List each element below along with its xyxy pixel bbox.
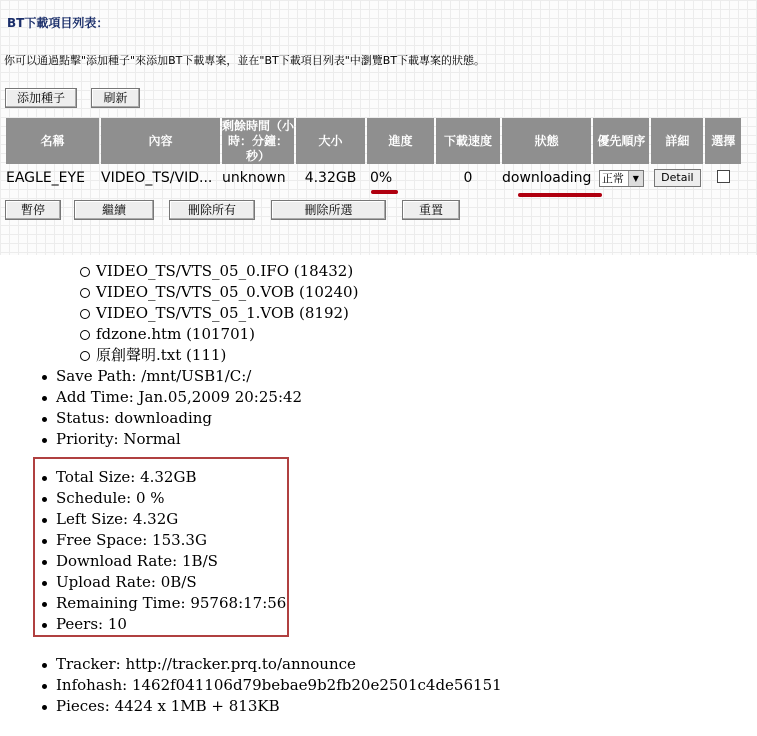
- col-name-header: 名稱: [6, 118, 99, 164]
- save-path: Save Path: /mnt/USB1/C:/: [56, 366, 302, 387]
- file-item: VIDEO_TS/VTS_05_1.VOB (8192): [96, 303, 358, 324]
- pieces: Pieces: 4424 x 1MB + 813KB: [56, 696, 502, 717]
- cell-remaining: unknown: [222, 170, 286, 186]
- col-content-header: 內容: [101, 118, 220, 164]
- col-remaining-header: 剩餘時間（小時：分鐘：秒）: [222, 118, 295, 163]
- file-item: fdzone.htm (101701): [96, 324, 358, 345]
- col-priority-header: 優先順序: [593, 118, 649, 164]
- detail-button[interactable]: Detail: [654, 169, 700, 187]
- file-item: VIDEO_TS/VTS_05_0.IFO (18432): [96, 261, 358, 282]
- col-size-header: 大小: [296, 118, 365, 164]
- upload-rate: Upload Rate: 0B/S: [56, 572, 286, 593]
- cell-name: EAGLE_EYE: [6, 170, 85, 186]
- left-size: Left Size: 4.32G: [56, 509, 286, 530]
- add-time: Add Time: Jan.05,2009 20:25:42: [56, 388, 303, 406]
- transfer-info-list: [56, 467, 286, 635]
- priority-info: Priority: Normal: [56, 429, 302, 450]
- cell-priority: [593, 166, 649, 190]
- col-status-header: 狀態: [502, 118, 591, 164]
- pause-button[interactable]: 暫停: [5, 200, 61, 220]
- delete-all-button[interactable]: 刪除所有: [169, 200, 255, 220]
- cell-detail: [651, 166, 703, 190]
- schedule: Schedule: 0 %: [56, 488, 286, 509]
- status-annotation-underline: [518, 193, 602, 197]
- download-rate: Download Rate: 1B/S: [56, 551, 286, 572]
- resume-button[interactable]: 繼續: [74, 200, 154, 220]
- torrent-info-list: [56, 366, 302, 450]
- cell-select: [705, 166, 741, 190]
- col-detail-header: 詳細: [651, 118, 703, 164]
- col-progress-header: 進度: [367, 118, 434, 164]
- infohash: Infohash: 1462f041106d79bebae9b2fb20e2501c4de56151: [56, 676, 502, 694]
- priority-value: 正常: [601, 171, 624, 185]
- select-checkbox[interactable]: [717, 170, 730, 183]
- tracker-info-list: [56, 654, 502, 717]
- chevron-down-icon: ▼: [628, 171, 643, 186]
- page-title: BT下載項目列表：: [7, 16, 109, 30]
- col-speed-header: 下載速度: [436, 118, 500, 164]
- priority-select[interactable]: [599, 170, 644, 187]
- add-torrent-button[interactable]: 添加種子: [5, 88, 77, 108]
- cell-status: downloading: [502, 170, 592, 186]
- file-item: 原創聲明.txt (111): [96, 345, 358, 366]
- file-item: VIDEO_TS/VTS_05_0.VOB (10240): [96, 283, 359, 301]
- status-info: Status: downloading: [56, 408, 302, 429]
- cell-speed: 0: [463, 170, 473, 186]
- table-header-row: [6, 118, 741, 164]
- cell-size: 4.32GB: [304, 170, 357, 186]
- reset-button[interactable]: 重置: [402, 200, 460, 220]
- progress-annotation-underline: [371, 190, 398, 194]
- download-table: [4, 116, 743, 192]
- total-size: Total Size: 4.32GB: [56, 467, 286, 488]
- file-list: [96, 261, 358, 366]
- cell-content: VIDEO_TS/VID...: [101, 170, 213, 186]
- remaining-time: Remaining Time: 95768:17:56: [56, 594, 287, 612]
- page-description: 你可以通過點擊"添加種子"來添加BT下載專案，並在"BT下載項目列表"中瀏覽BT下載專案的狀態。: [4, 54, 486, 67]
- refresh-button[interactable]: 刷新: [91, 88, 140, 108]
- peers: Peers: 10: [56, 614, 286, 635]
- tracker-url: Tracker: http://tracker.prq.to/announce: [56, 654, 502, 675]
- cell-progress: 0%: [370, 170, 393, 186]
- col-select-header: 選擇: [705, 118, 741, 164]
- delete-selected-button[interactable]: 刪除所選: [271, 200, 386, 220]
- table-row: [6, 166, 741, 190]
- free-space: Free Space: 153.3G: [56, 530, 286, 551]
